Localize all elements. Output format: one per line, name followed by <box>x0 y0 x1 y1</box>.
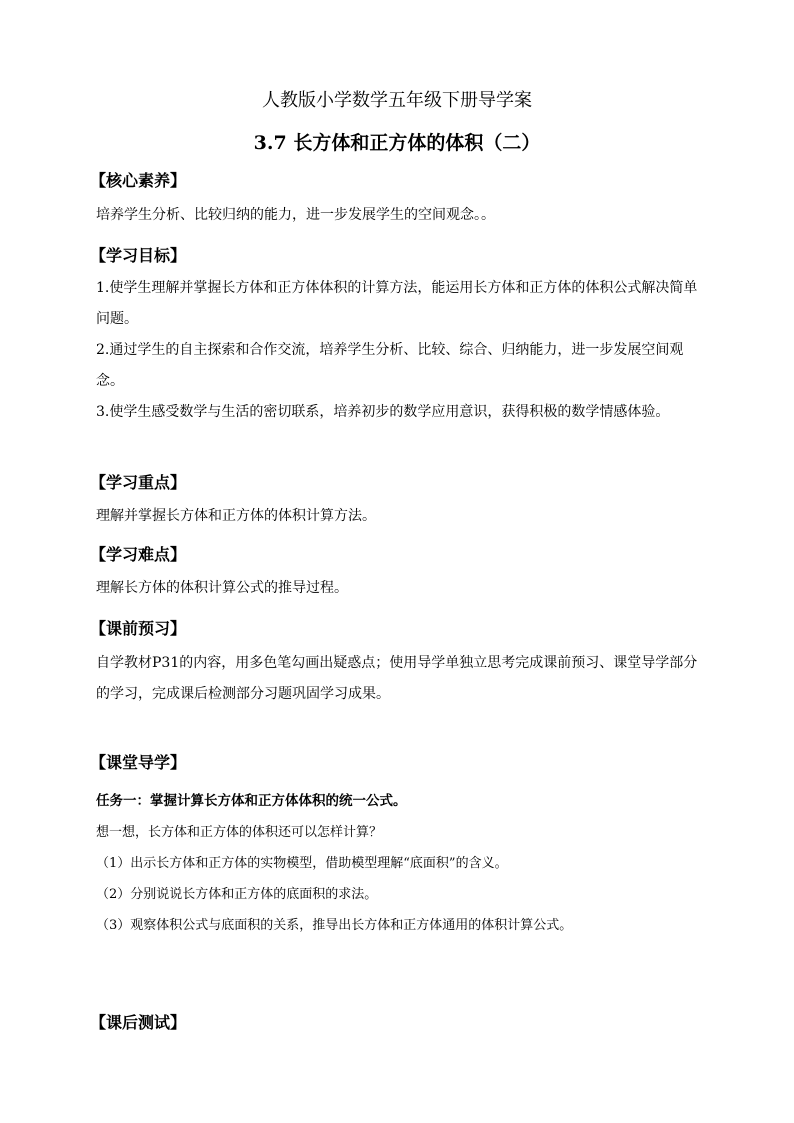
classroom-line-2: （1）出示长方体和正方体的实物模型，借助模型理解“底面积”的含义。 <box>96 856 508 871</box>
goal-item-2: 2.通过学生的自主探索和合作交流，培养学生分析、比较、综合、归纳能力，进一步发展空间观念。 <box>96 342 684 389</box>
heading-difficulty: 【学习难点】 <box>90 545 187 564</box>
classroom-line-1: 想一想，长方体和正方体的体积还可以怎样计算？ <box>96 825 383 840</box>
heading-core: 【核心素养】 <box>90 171 187 190</box>
classroom-line-4: （3）观察体积公式与底面积的关系，推导出长方体和正方体通用的体积计算公式。 <box>96 918 573 933</box>
difficulty-text: 理解长方体的体积计算公式的推导过程。 <box>96 580 348 596</box>
heading-goals: 【学习目标】 <box>90 246 187 265</box>
task-one: 任务一：掌握计算长方体和正方体体积的统一公式。 <box>96 793 407 809</box>
goal-item-1: 1.使学生理解并掌握长方体和正方体体积的计算方法，能运用长方体和正方体的体积公式解决简单问题。 <box>96 280 698 327</box>
heading-classroom: 【课堂导学】 <box>90 753 187 772</box>
preview-text: 自学教材P31的内容，用多色笔勾画出疑惑点；使用导学单独立思考完成课前预习、课堂导学部分的学习，完成课后检测部分习题巩固学习成果。 <box>96 655 698 702</box>
heading-after-class-test: 【课后测试】 <box>90 1013 187 1032</box>
classroom-line-3: （2）分别说说长方体和正方体的底面积的求法。 <box>96 887 378 902</box>
core-text: 培养学生分析、比较归纳的能力，进一步发展学生的空间观念。。 <box>96 207 495 223</box>
document-subtitle: 人教版小学数学五年级下册导学案 <box>262 90 532 111</box>
heading-preview: 【课前预习】 <box>90 619 187 638</box>
document-title: 3.7 长方体和正方体的体积（二） <box>253 132 541 154</box>
heading-key: 【学习重点】 <box>90 473 187 492</box>
key-text: 理解并掌握长方体和正方体的体积计算方法。 <box>96 508 376 524</box>
goal-item-3: 3.使学生感受数学与生活的密切联系，培养初步的数学应用意识，获得积极的数学情感体验。 <box>96 404 670 420</box>
